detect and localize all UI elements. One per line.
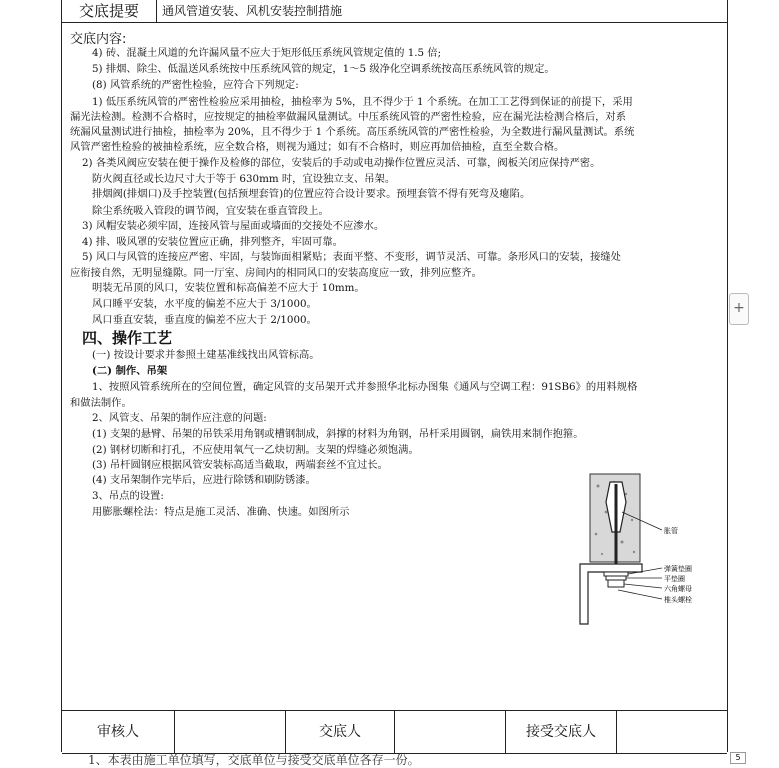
text-line: 4) 砖、混凝土风道的允许漏风量不应大于矩形低压系统风管规定值的 1.5 倍; [92, 47, 442, 59]
figure-label: 弹簧垫圈 [664, 565, 692, 573]
text-line: 5) 风口与风管的连接应严密、牢固，与装饰面相紧贴；表面平整、不变形，调节灵活、可靠。条形风口的安装，接缝处 [82, 251, 621, 263]
disclosure-form [61, 0, 728, 752]
text-line: (2) 钢材切断和打孔，不应使用氧气一乙炔切割。支架的焊缝必须饱满。 [92, 444, 419, 456]
expand-plus-button[interactable]: + [729, 293, 749, 325]
header-label: 交底提要 [62, 0, 157, 22]
text-line: 2、风管支、吊架的制作应注意的问题: [92, 412, 267, 424]
text-line: (4) 支吊架制作完毕后，应进行除锈和刷防锈漆。 [92, 474, 316, 486]
figure-label: 六角螺母 [664, 585, 692, 593]
text-line: 3) 风帽安装必须牢固，连接风管与屋面或墙面的交接处不应渗水。 [82, 220, 385, 232]
discloser-field[interactable] [395, 711, 506, 753]
text-line: 除尘系统吸入管段的调节阀，宜安装在垂直管段上。 [92, 205, 329, 217]
text-line: 风口垂直安装，垂直度的偏差不应大于 2/1000。 [92, 314, 317, 326]
signature-row [62, 710, 727, 754]
reviewer-field[interactable] [175, 711, 286, 753]
text-line: 明装无吊顶的风口，安装位置和标高偏差不应大于 10mm。 [92, 282, 365, 294]
text-line: (一) 按设计要求并参照土建基准线找出风管标高。 [92, 349, 320, 361]
receiver-field[interactable] [617, 711, 725, 753]
text-line: 和做法制作。 [70, 397, 132, 409]
text-line: 用膨胀螺栓法：特点是施工灵活、准确、快速。如图所示 [92, 506, 350, 518]
text-line: 1、按照风管系统所在的空间位置，确定风管的支吊架开式并参照华北标办图集《通风与空调工程：91SB6》的用料规格 [92, 381, 638, 393]
figure-label: 椎头螺栓 [664, 596, 692, 604]
text-line: 风管严密性检验的被抽检系统，应全数合格，则视为通过；如有不合格时，则应再加倍抽检，直至全数合格。 [70, 141, 565, 153]
figure-label: 胀管 [664, 527, 678, 535]
text-line: 4) 排、吸风罩的安装位置应正确，排列整齐，牢固可靠。 [82, 236, 343, 248]
expansion-bolt-figure [576, 472, 706, 630]
text-line: 统漏风量测试进行抽检，抽检率为 20%，且不得少于 1 个系统。高压系统风管的严密性检验，为全数进行漏风量测试。系统 [70, 126, 635, 138]
text-line: (3) 吊杆圆钢应根据风管安装标高适当截取，两端套丝不宜过长。 [92, 459, 388, 471]
text-line: 防火阀直径或长边尺寸大于等于 630mm 时，宜设独立支、吊架。 [92, 173, 396, 185]
subsection-title: (二) 制作、吊架 [92, 365, 168, 377]
text-line: 排烟阀(排烟口)及手控装置(包括预埋套管)的位置应符合设计要求。预埋套管不得有死弯及瘪陷。 [92, 188, 531, 200]
page-marker: 5 [730, 752, 746, 764]
text-line: 1) 低压系统风管的严密性检验应采用抽检，抽检率为 5%，且不得少于 1 个系统。在加工工艺得到保证的前提下，采用 [92, 96, 633, 108]
text-line: 5) 排烟、除尘、低温送风系统按中压系统风管的规定，1～5 级净化空调系统按高压系统风管的规定。 [92, 63, 555, 75]
header-row [62, 0, 727, 23]
text-line: 2) 各类风阀应安装在便于操作及检修的部位，安装后的手动或电动操作位置应灵活、可靠，阀板关闭应保持严密。 [82, 157, 601, 169]
text-line: (1) 支架的悬臂、吊架的吊铁采用角钢或槽钢制成，斜撑的材料为角钢，吊杆采用圆钢，扁铁用来制作抱箍。 [92, 428, 584, 440]
footnote-text: 1、本表由施工单位填写，交底单位与接受交底单位各存一份。 [88, 753, 420, 767]
text-line: 应衔接自然，无明显缝隙。同一厅室、房间内的相同风口的安装高度应一致，排列应整齐。 [70, 267, 482, 279]
text-line: 3、吊点的设置: [92, 490, 164, 502]
header-value: 通风管道安装、风机安装控制措施 [162, 4, 343, 18]
discloser-label: 交底人 [286, 711, 395, 753]
text-line: 风口睡平安装，水平度的偏差不应大于 3/1000。 [92, 298, 317, 310]
receiver-label: 接受交底人 [506, 711, 617, 753]
reviewer-label: 审核人 [62, 711, 175, 753]
text-line: 漏光法检测。检测不合格时，应按规定的抽检率做漏风量测试。中压系统风管的严密性检验，应在漏光法检测合格后，对系 [70, 111, 627, 123]
text-line: (8) 风管系统的严密性检验，应符合下列规定: [92, 79, 299, 91]
section-title: 四、操作工艺 [82, 329, 173, 347]
figure-label: 平垫圈 [664, 575, 685, 583]
content-label: 交底内容: [70, 32, 127, 47]
